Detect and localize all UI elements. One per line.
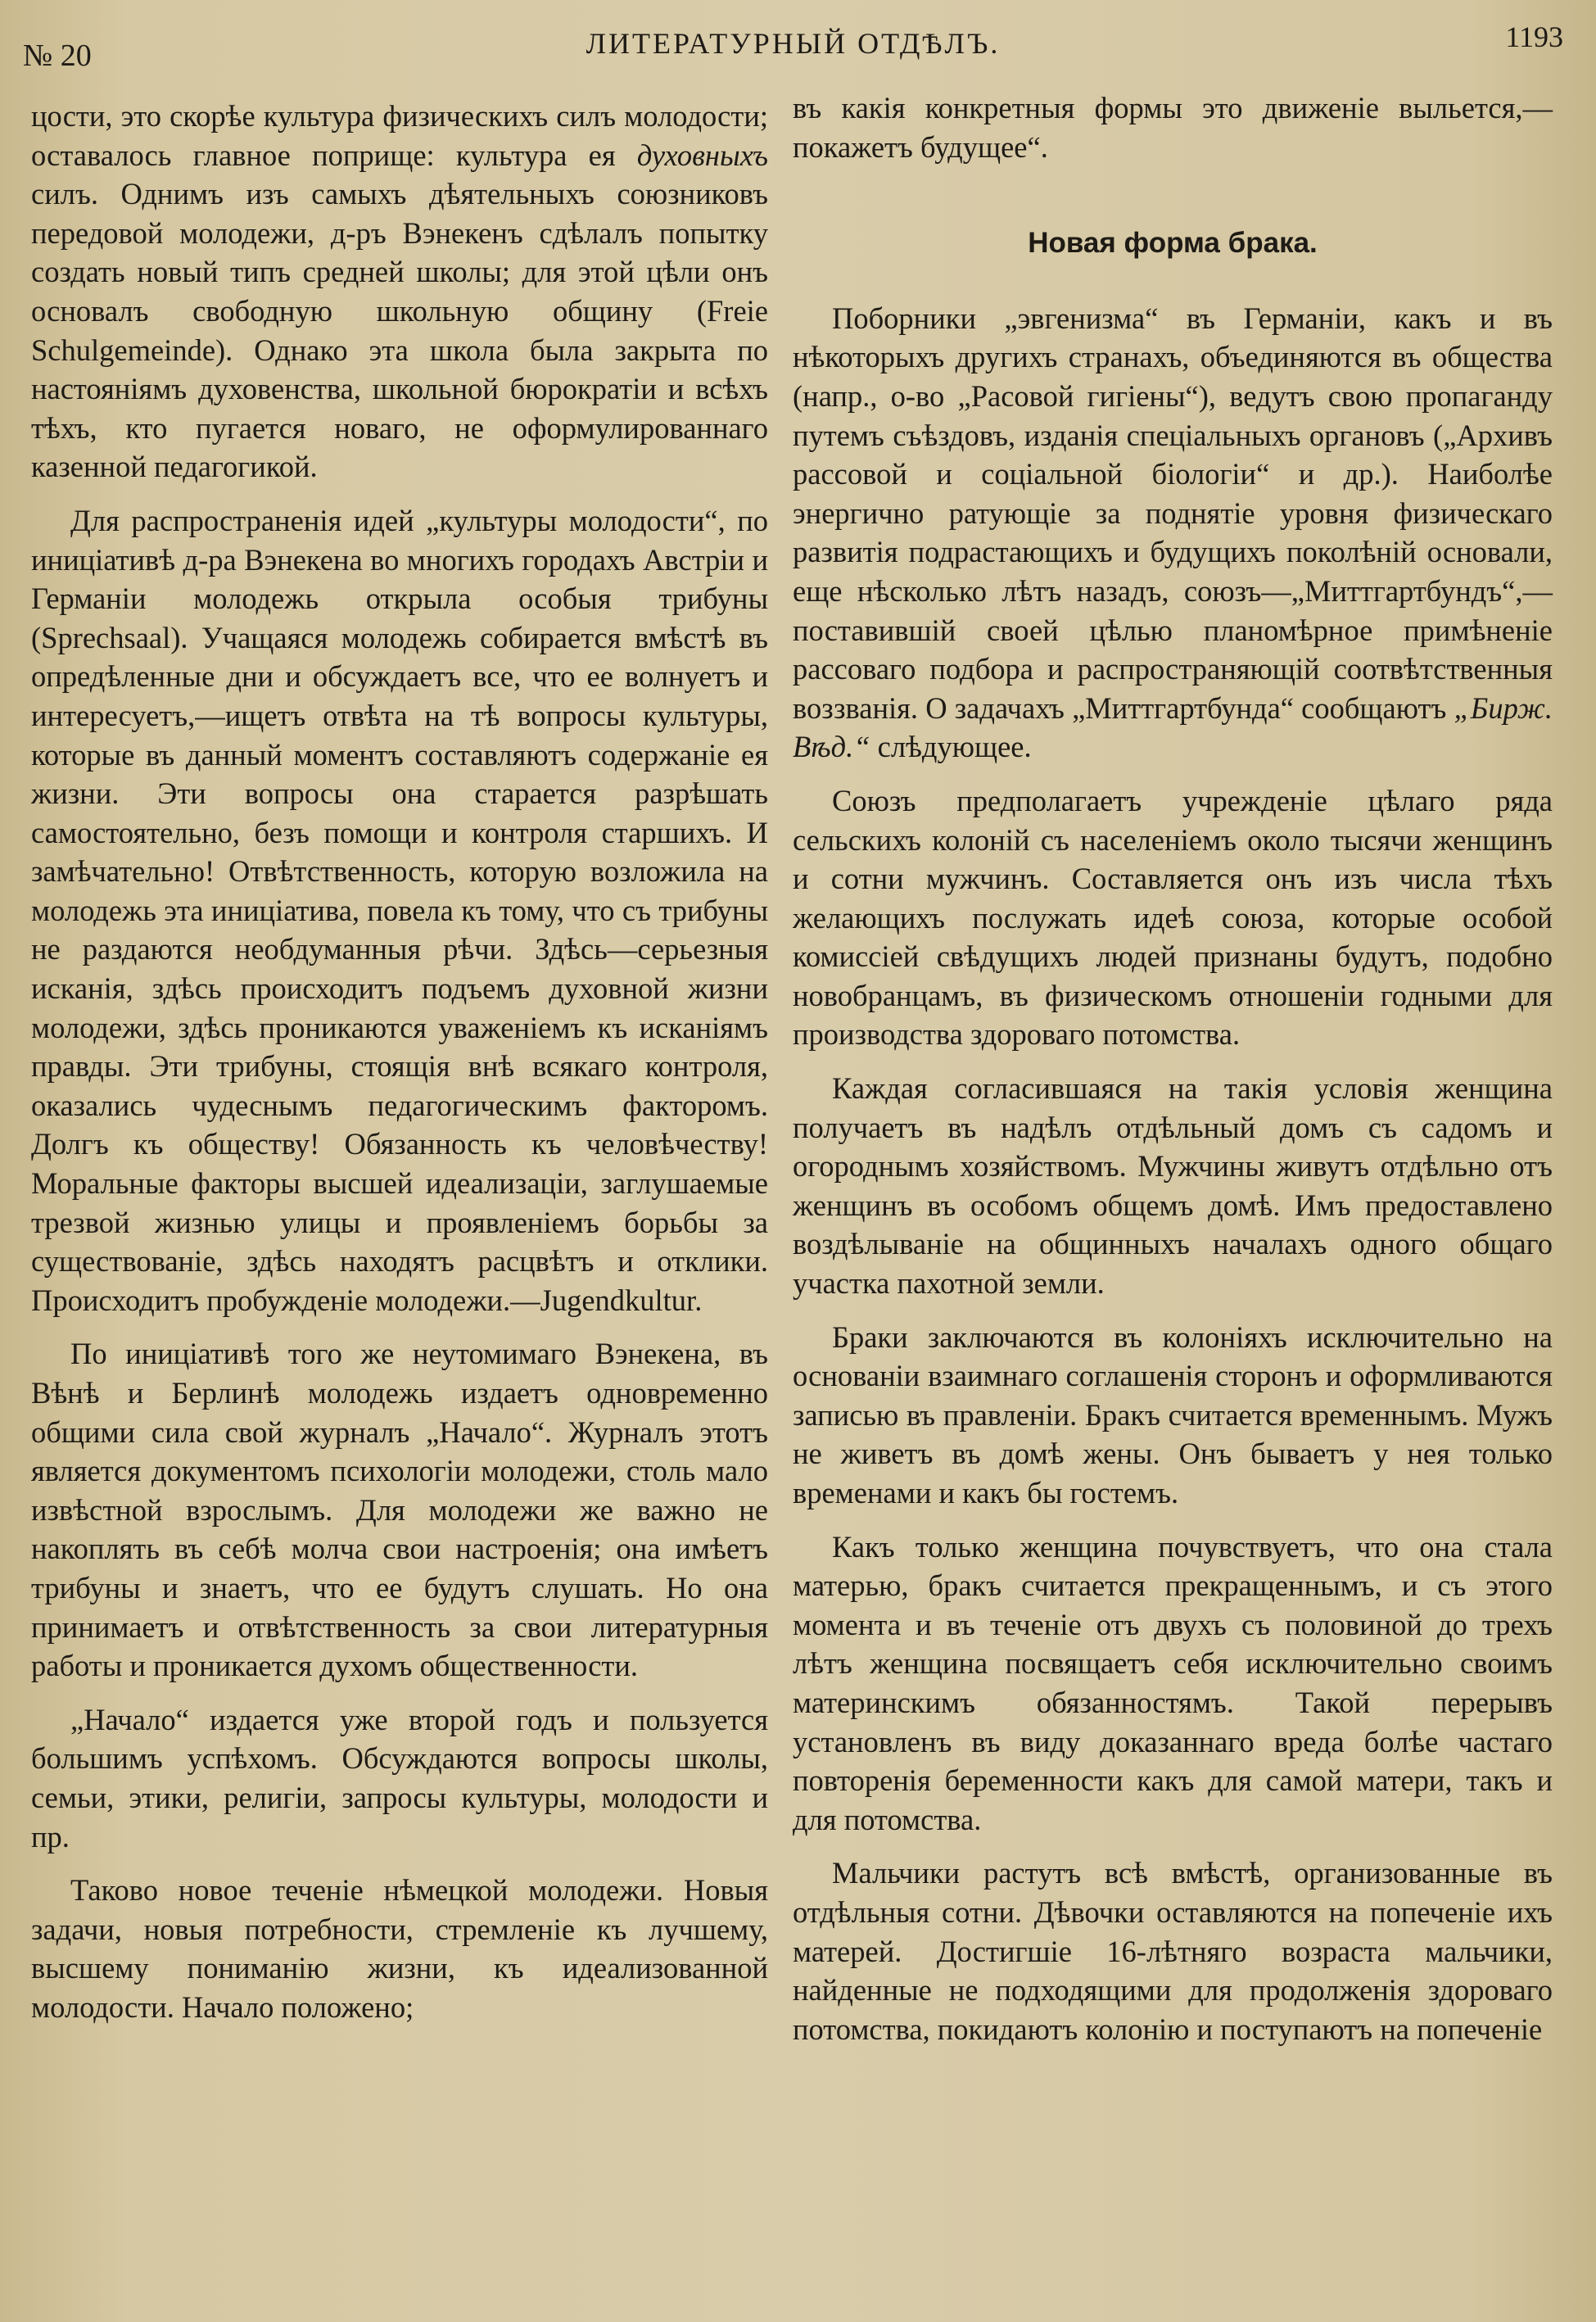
issue-number: № 20 — [23, 38, 92, 73]
paragraph: въ какія конкретныя формы это движеніе выльется,—покажетъ будущее“. — [793, 91, 1553, 164]
section-title: ЛИТЕРАТУРНЫЙ ОТДѢЛЪ. — [586, 27, 1001, 60]
paragraph: Союзъ предполагаетъ учрежденіе цѣлаго ряда сельскихъ колоній съ населеніемъ около тысячи женщинъ и сотни мужчинъ. Составляется онъ изъ числа тѣхъ желающихъ послужать идеѣ союза, которые особой комиссіей свѣдущихъ людей признаны будутъ, подобно новобранцамъ, въ физическомъ отношеніи годными для производства здороваго потомства. — [793, 783, 1553, 1052]
paragraph: По иниціативѣ того же неутомимаго Вэнекена, въ Вѣнѣ и Берлинѣ молодежь издаетъ одновременно общими сила свой журналъ „Начало“. Журналъ этотъ является документомъ психологіи молодежи, столь мало извѣстной взрослымъ. Для молодежи же важно не накоплять въ себѣ молча свои настроенія; она имѣетъ трибуны и знаетъ, что ее будутъ слушать. Но она принимаетъ и отвѣтственность за свои литературныя работы и проникается духомъ общественности. — [31, 1337, 768, 1683]
paragraph: цости, это скорѣе культура физическихъ силъ молодости; оставалось главное поприще: культура ея духовныхъ силъ. Однимъ изъ самыхъ дѣятельныхъ союзниковъ передовой молодежи, д-ръ Вэнекенъ сдѣлалъ попытку создать новый типъ средней школы; для этой цѣли онъ основалъ свободную школьную общину (Freie Schulgemeinde). Однако эта школа была закрыта по настояніямъ духовенства, школьной бюрократіи и всѣхъ тѣхъ, кто пугается новаго, не оформулированнаго казенной педагогикой. — [31, 99, 768, 484]
paragraph: Каждая согласившаяся на такія условія женщина получаетъ въ надѣлъ отдѣльный домъ съ садомъ и огороднымъ хозяйствомъ. Мужчины живутъ отдѣльно отъ женщинъ въ особомъ общемъ домѣ. Имъ предоставлено воздѣлываніе на общинныхъ началахъ одного общаго участка пахотной земли. — [793, 1071, 1553, 1301]
paragraph: Поборники „эвгенизма“ въ Германіи, какъ и въ нѣкоторыхъ другихъ странахъ, объединяются въ общества (напр., о-во „Расовой гигіены“), ведутъ свою пропаганду путемъ съѣздовъ, изданія спеціальныхъ органовъ („Архивъ рассовой и соціальной біологіи“ и др.). Наиболѣе энергично ратующіе за поднятіе уровня физическаго развитія подрастающихъ и будущихъ поколѣній основали, еще нѣсколько лѣтъ назадъ, союзъ—„Миттгартбундъ“,—поставившій своей цѣлью планомѣрное примѣненіе рассоваго подбора и распространяющій соотвѣтственныя воззванія. О задачахъ „Миттгартбунда“ сообщаютъ „Бирж. Вѣд.“ слѣдующее. — [793, 301, 1553, 764]
page-number: 1193 — [1505, 20, 1563, 53]
page-header — [23, 15, 1563, 72]
paragraph: Браки заключаются въ колоніяхъ исключительно на основаніи взаимнаго соглашенія сторонъ и оформливаются записью въ правленіи. Бракъ считается временнымъ. Мужъ не живетъ въ домѣ жены. Онъ бываетъ у нея только временами и какъ бы гостемъ. — [793, 1319, 1553, 1510]
paragraph: „Начало“ издается уже второй годъ и пользуется большимъ успѣхомъ. Обсуждаются вопросы школы, семьи, этики, религіи, запросы культуры, молодости и пр. — [31, 1702, 768, 1854]
article-title: Новая форма брака. — [1028, 227, 1318, 260]
paragraph: Для распространенія идей „культуры молодости“, по иниціативѣ д-ра Вэнекена во многихъ городахъ Австріи и Германіи молодежь открыла особыя трибуны (Sprechsaal). Учащаяся молодежь собирается вмѣстѣ въ опредѣленные дни и обсуждаетъ все, что ее волнуетъ и интересуетъ,—ищетъ отвѣта на тѣ вопросы культуры, которые въ данный моментъ составляютъ содержаніе ея жизни. Эти вопросы она старается разрѣшать самостоятельно, безъ помощи и контроля старшихъ. И замѣчательно! Отвѣтственность, которую возложила на молодежь эта иниціатива, повела къ тому, что съ трибуны не раздаются необдуманныя рѣчи. Здѣсь—серьезныя исканія, здѣсь происходитъ подъемъ духовной жизни молодежи, здѣсь проникаются уваженіемъ къ исканіямъ правды. Эти трибуны, стоящія внѣ всякаго контроля, оказались чудеснымъ педагогическимъ факторомъ. Долгъ къ обществу! Обязанность къ человѣчеству! Моральные факторы высшей идеализаціи, заглушаемые трезвой жизнью улицы и проявленіемъ борьбы за существованіе, здѣсь находятъ расцвѣтъ и отклики. Происходитъ пробужденіе молодежи.—Jugendkultur. — [31, 503, 768, 1317]
emphasis: духовныхъ — [636, 138, 768, 172]
paragraph: Мальчики растутъ всѣ вмѣстѣ, организованные въ отдѣльныя сотни. Дѣвочки оставляются на попеченіе ихъ матерей. Достигшіе 16-лѣтняго возраста мальчики, найденные не подходящими для продолженія здороваго потомства, покидаютъ колонію и поступаютъ на попеченіе — [793, 1856, 1553, 2046]
right-column — [793, 88, 1553, 2063]
paragraph: Какъ только женщина почувствуетъ, что она стала матерью, бракъ считается прекращеннымъ, и съ этого момента и въ теченіе отъ двухъ съ половиной до трехъ лѣтъ женщина посвящаетъ себя исключительно своимъ материнскимъ обязанностямъ. Такой перерывъ установленъ въ виду доказаннаго вреда болѣе частаго повторенія беременности какъ для самой матери, такъ и для потомства. — [793, 1529, 1553, 1836]
source-citation: „Бирж. Вѣд.“ — [793, 690, 1553, 764]
left-column — [31, 97, 768, 2042]
paragraph: Таково новое теченіе нѣмецкой молодежи. Новыя задачи, новыя потребности, стремленіе къ лучшему, высшему пониманію жизни, къ идеализованной молодости. Начало положено; — [31, 1873, 768, 2024]
